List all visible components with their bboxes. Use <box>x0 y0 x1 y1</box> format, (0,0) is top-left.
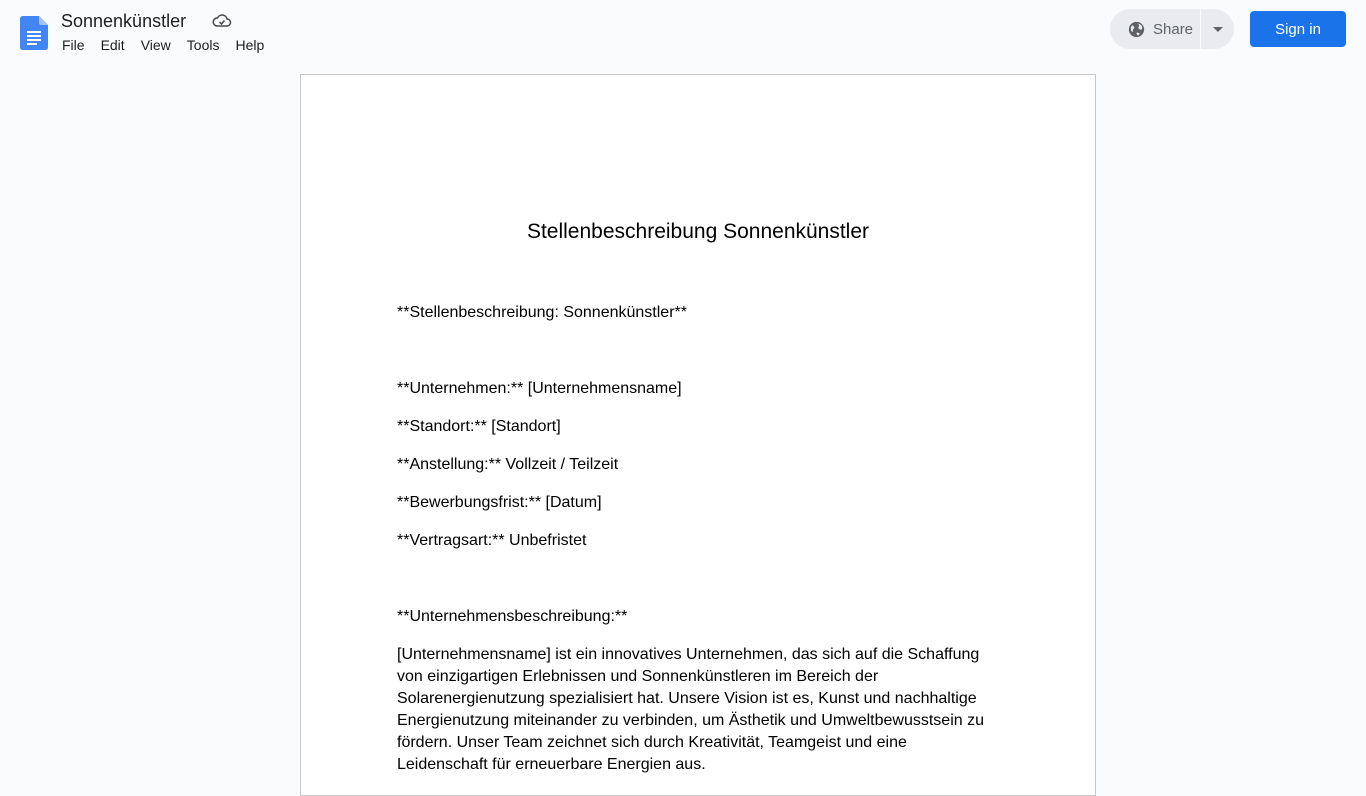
caret-down-icon <box>1213 27 1223 32</box>
app-header <box>0 0 1366 64</box>
menu-help[interactable]: Help <box>235 37 265 53</box>
globe-icon <box>1128 21 1145 38</box>
document-title[interactable]: Sonnenkünstler <box>61 11 187 31</box>
paragraph-contract: **Vertragsart:** Unbefristet <box>397 532 587 549</box>
document-page[interactable] <box>300 74 1096 796</box>
menu-edit[interactable]: Edit <box>100 37 125 53</box>
paragraph-company-heading: **Unternehmensbeschreibung:** <box>397 608 628 625</box>
share-label: Share <box>1153 20 1194 38</box>
paragraph-deadline: **Bewerbungsfrist:** [Datum] <box>397 494 602 511</box>
share-dropdown-button[interactable] <box>1201 9 1234 49</box>
paragraph-location: **Standort:** [Standort] <box>397 418 561 435</box>
sign-in-button[interactable]: Sign in <box>1250 11 1346 47</box>
document-heading: Stellenbeschreibung Sonnenkünstler <box>526 220 870 243</box>
share-group <box>1110 9 1234 49</box>
menu-view[interactable]: View <box>140 37 171 53</box>
menu-file[interactable]: File <box>62 37 85 53</box>
paragraph-employment: **Anstellung:** Vollzeit / Teilzeit <box>397 456 619 473</box>
share-button[interactable] <box>1110 9 1200 49</box>
menu-tools[interactable]: Tools <box>186 37 220 53</box>
docs-logo-icon[interactable] <box>20 16 48 50</box>
paragraph-company-description: [Unternehmensname] ist ein innovatives Unternehmen, das sich auf die Schaffung von einzigartigen Erlebnissen und Sonnenkünstleren im Bereich der Solarenergienutzung spezialisiert hat. Unsere Vision ist es, Kunst und nachhaltige Energienutzung miteinander zu verbinden, um Ästhetik und Umweltbewusstsein zu fördern. Unser Team zeichnet sich durch Kreativität, Teamgeist und eine Leidenschaft für erneuerbare Energien aus. <box>397 646 984 773</box>
menu-bar <box>62 37 280 53</box>
cloud-saved-icon[interactable] <box>212 13 232 29</box>
paragraph-job-title: **Stellenbeschreibung: Sonnenkünstler** <box>397 304 687 321</box>
paragraph-company: **Unternehmen:** [Unternehmensname] <box>397 380 682 397</box>
